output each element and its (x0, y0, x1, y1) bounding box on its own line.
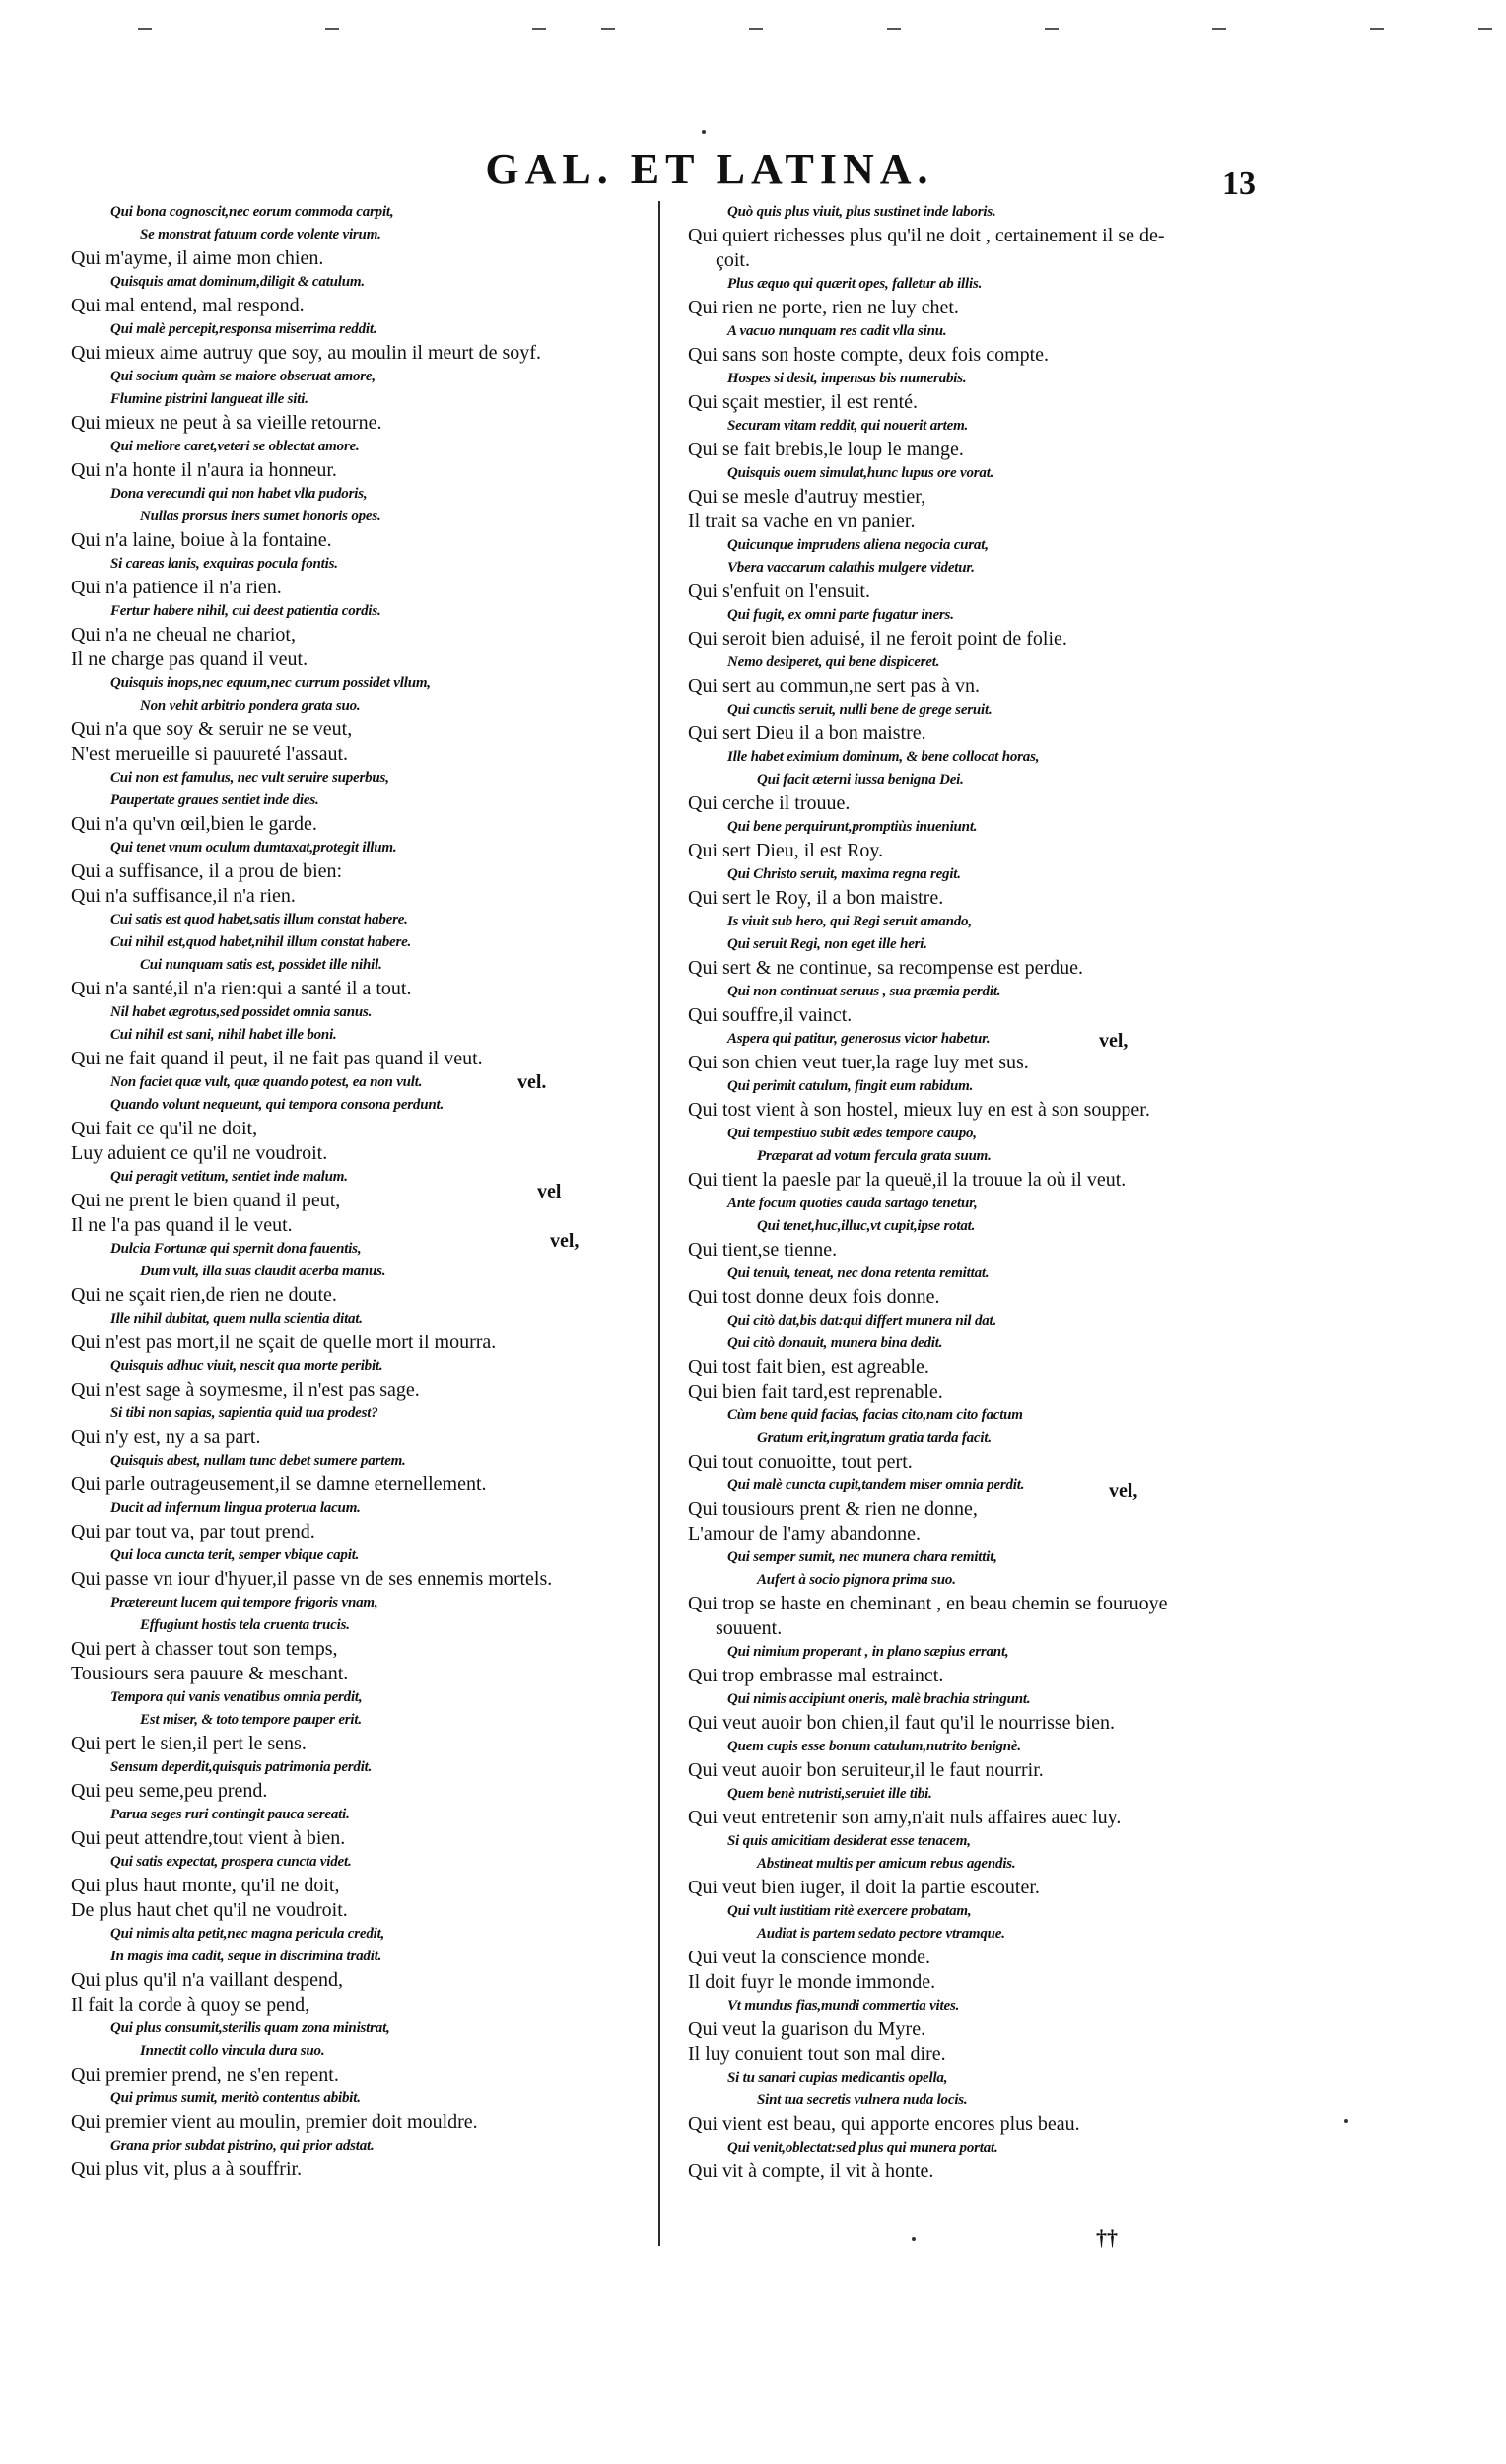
french-proverb-line: Qui tost vient à son hostel, mieux luy en est à son soupper. (688, 1099, 1150, 1121)
latin-translation-line: Aspera qui patitur, generosus victor habetur. (727, 1031, 991, 1047)
french-proverb-line: Qui quiert richesses plus qu'il ne doit , certainement il se de- (688, 225, 1165, 246)
latin-translation-line: Cui satis est quod habet,satis illum constat habere. (110, 912, 408, 927)
latin-translation-line: Nullas prorsus iners sumet honoris opes. (140, 509, 381, 524)
french-proverb-line: Qui n'a que soy & seruir ne se veut, (71, 719, 353, 740)
latin-translation-line: Qui malè percepit,responsa miserrima reddit. (110, 321, 377, 337)
french-proverb-line: Qui trop se haste en cheminant , en beau chemin se fouruoye (688, 1593, 1168, 1614)
french-proverb-line: Qui peu seme,peu prend. (71, 1780, 268, 1802)
french-proverb-line: Qui plus qu'il n'a vaillant despend, (71, 1969, 344, 1991)
latin-translation-line: Præparat ad votum fercula grata suum. (757, 1148, 992, 1164)
latin-translation-line: Sint tua secretis vulnera nuda locis. (757, 2092, 968, 2108)
latin-translation-line: Si tu sanari cupias medicantis opella, (727, 2070, 948, 2086)
french-proverb-line: Qui mieux aime autruy que soy, au moulin il meurt de soyf. (71, 342, 541, 364)
margin-note-vel: vel. (517, 1071, 547, 1093)
french-proverb-line: Qui premier vient au moulin, premier doit mouldre. (71, 2111, 478, 2133)
latin-translation-line: Prætereunt lucem qui tempore frigoris vnam, (110, 1595, 378, 1610)
french-proverb-line: N'est merueille si pauureté l'assaut. (71, 743, 349, 765)
latin-translation-line: Qui loca cuncta terit, semper vbique capit. (110, 1547, 360, 1563)
latin-translation-line: Est miser, & toto tempore pauper erit. (140, 1712, 362, 1728)
latin-translation-line: Is viuit sub hero, qui Regi seruit amando, (727, 914, 972, 929)
latin-translation-line: Ille habet eximium dominum, & bene collocat horas, (727, 749, 1040, 765)
latin-translation-line: Securam vitam reddit, qui nouerit artem. (727, 418, 969, 434)
latin-translation-line: Quicunque imprudens aliena negocia curat, (727, 537, 989, 553)
french-proverb-line: Qui veut la guarison du Myre. (688, 2019, 926, 2040)
french-proverb-line: Qui n'a patience il n'a rien. (71, 577, 282, 598)
french-proverb-line: Qui tient,se tienne. (688, 1239, 838, 1261)
latin-translation-line: Si quis amicitiam desiderat esse tenacem, (727, 1833, 971, 1849)
latin-translation-line: Innectit collo vincula dura suo. (140, 2043, 325, 2059)
french-proverb-line: Qui cerche il trouue. (688, 792, 851, 814)
french-proverb-line: Qui sert Dieu il a bon maistre. (688, 722, 926, 744)
latin-translation-line: Qui primus sumit, meritò contentus abibit. (110, 2090, 361, 2106)
french-proverb-line: Qui peut attendre,tout vient à bien. (71, 1827, 346, 1849)
latin-translation-line: Dulcia Fortunæ qui spernit dona fauentis, (110, 1241, 362, 1257)
french-proverb-line: çoit. (716, 249, 750, 271)
french-proverb-line: Il luy conuient tout son mal dire. (688, 2043, 946, 2065)
french-proverb-line: Qui sert & ne continue, sa recompense est perdue. (688, 957, 1083, 979)
french-proverb-line: Qui m'ayme, il aime mon chien. (71, 247, 324, 269)
latin-translation-line: Cùm bene quid facias, facias cito,nam cito factum (727, 1407, 1023, 1423)
french-proverb-line: Qui mieux ne peut à sa vieille retourne. (71, 412, 382, 434)
latin-translation-line: Quem cupis esse bonum catulum,nutrito benignè. (727, 1739, 1021, 1754)
latin-translation-line: Qui satis expectat, prospera cuncta videt. (110, 1854, 352, 1870)
latin-translation-line: Qui semper sumit, nec munera chara remittit, (727, 1549, 997, 1565)
latin-translation-line: Qui tenet vnum oculum dumtaxat,protegit illum. (110, 840, 397, 856)
french-proverb-line: Qui ne fait quand il peut, il ne fait pas quand il veut. (71, 1048, 483, 1069)
margin-note-vel: vel, (1109, 1480, 1138, 1502)
latin-translation-line: Cui non est famulus, nec vult seruire superbus, (110, 770, 389, 786)
latin-translation-line: Audiat is partem sedato pectore vtramque. (757, 1926, 1005, 1942)
french-proverb-line: Qui n'a suffisance,il n'a rien. (71, 885, 296, 907)
french-proverb-line: Il trait sa vache en vn panier. (688, 511, 916, 532)
latin-translation-line: Quisquis inops,nec equum,nec currum possidet vllum, (110, 675, 431, 691)
french-proverb-line: Qui sçait mestier, il est renté. (688, 391, 919, 413)
latin-translation-line: Qui non continuat seruus , sua præmia perdit. (727, 984, 1001, 999)
french-proverb-line: Qui premier prend, ne s'en repent. (71, 2064, 339, 2086)
french-proverb-line: Qui tost fait bien, est agreable. (688, 1356, 929, 1378)
running-head: GAL. ET LATINA. (485, 145, 934, 193)
french-proverb-line: Qui rien ne porte, rien ne luy chet. (688, 297, 959, 318)
latin-translation-line: Quisquis abest, nullam tunc debet sumere partem. (110, 1453, 406, 1469)
french-proverb-line: Qui plus vit, plus a à souffrir. (71, 2158, 303, 2180)
latin-translation-line: Sensum deperdit,quisquis patrimonia perdit. (110, 1759, 373, 1775)
french-proverb-line: Qui trop embrasse mal estrainct. (688, 1665, 944, 1686)
latin-translation-line: Ante focum quoties cauda sartago tenetur, (727, 1196, 978, 1211)
french-proverb-line: Qui n'y est, ny a sa part. (71, 1426, 261, 1448)
french-proverb-line: Tousiours sera pauure & meschant. (71, 1663, 349, 1684)
french-proverb-line: Qui n'a ne cheual ne chariot, (71, 624, 296, 646)
latin-translation-line: Qui malè cuncta cupit,tandem miser omnia perdit. (727, 1477, 1025, 1493)
latin-translation-line: A vacuo nunquam res cadit vlla sinu. (727, 323, 947, 339)
latin-translation-line: Abstineat multis per amicum rebus agendis. (757, 1856, 1016, 1872)
signature-mark: †† (1096, 2225, 1118, 2250)
latin-translation-line: Qui tenet,huc,illuc,vt cupit,ipse rotat. (757, 1218, 976, 1234)
top-edge-marks (0, 28, 1506, 37)
french-proverb-line: Qui n'a qu'vn œil,bien le garde. (71, 813, 317, 835)
french-proverb-line: Il fait la corde à quoy se pend, (71, 1994, 310, 2016)
latin-translation-line: Nil habet ægrotus,sed possidet omnia sanus. (110, 1004, 373, 1020)
margin-note-vel: vel, (550, 1230, 580, 1252)
french-proverb-line: Qui mal entend, mal respond. (71, 295, 305, 316)
latin-translation-line: Qui nimium properant , in plano sæpius errant, (727, 1644, 1009, 1660)
french-proverb-line: Qui seroit bien aduisé, il ne feroit point de folie. (688, 628, 1067, 650)
french-proverb-line: Qui plus haut monte, qu'il ne doit, (71, 1875, 340, 1896)
french-proverb-line: Qui tousiours prent & rien ne donne, (688, 1498, 978, 1520)
latin-translation-line: Plus æquo qui quærit opes, falletur ab illis. (727, 276, 983, 292)
french-proverb-line: Qui sert Dieu, il est Roy. (688, 840, 884, 861)
french-proverb-line: Qui n'est pas mort,il ne sçait de quelle mort il mourra. (71, 1332, 497, 1353)
french-proverb-line: Qui vit à compte, il vit à honte. (688, 2160, 934, 2182)
latin-translation-line: Non faciet quæ vult, quæ quando potest, ea non vult. (110, 1074, 423, 1090)
latin-translation-line: Qui plus consumit,sterilis quam zona ministrat, (110, 2020, 390, 2036)
french-proverb-line: Qui veut la conscience monde. (688, 1947, 931, 1968)
french-proverb-line: Il ne l'a pas quand il le veut. (71, 1214, 293, 1236)
latin-translation-line: Paupertate graues sentiet inde dies. (110, 792, 319, 808)
ink-speck (702, 130, 706, 134)
french-proverb-line: Qui souffre,il vainct. (688, 1004, 853, 1026)
french-proverb-line: Qui parle outrageusement,il se damne eternellement. (71, 1473, 487, 1495)
latin-translation-line: Qui peragit vetitum, sentiet inde malum. (110, 1169, 348, 1185)
french-proverb-line: Qui pert le sien,il pert le sens. (71, 1733, 307, 1754)
latin-translation-line: Qui bona cognoscit,nec eorum commoda carpit, (110, 204, 394, 220)
french-proverb-line: Qui son chien veut tuer,la rage luy met sus. (688, 1052, 1029, 1073)
french-proverb-line: Qui se fait brebis,le loup le mange. (688, 439, 964, 460)
french-proverb-line: Qui ne sçait rien,de rien ne doute. (71, 1284, 337, 1306)
latin-translation-line: Quisquis amat dominum,diligit & catulum. (110, 274, 365, 290)
french-proverb-line: Il ne charge pas quand il veut. (71, 649, 308, 670)
latin-translation-line: Quando volunt nequeunt, qui tempora consona perdunt. (110, 1097, 445, 1113)
latin-translation-line: Qui nimis alta petit,nec magna pericula credit, (110, 1926, 385, 1942)
latin-translation-line: Quisquis adhuc viuit, nescit qua morte peribit. (110, 1358, 383, 1374)
right-column (688, 201, 1299, 2184)
latin-translation-line: Fertur habere nihil, cui deest patientia cordis. (110, 603, 381, 619)
latin-translation-line: Qui nimis accipiunt oneris, malè brachia stringunt. (727, 1691, 1031, 1707)
latin-translation-line: Vbera vaccarum calathis mulgere videtur. (727, 560, 975, 576)
french-proverb-line: Qui veut bien iuger, il doit la partie escouter. (688, 1877, 1040, 1898)
latin-translation-line: Quem benè nutristi,seruiet ille tibi. (727, 1786, 932, 1802)
french-proverb-line: Qui vient est beau, qui apporte encores plus beau. (688, 2113, 1080, 2135)
latin-translation-line: Qui socium quàm se maiore obseruat amore, (110, 369, 376, 384)
french-proverb-line: Qui veut auoir bon seruiteur,il le faut nourrir. (688, 1759, 1044, 1781)
latin-translation-line: Qui bene perquirunt,promptiùs inueniunt. (727, 819, 978, 835)
latin-translation-line: Ille nihil dubitat, quem nulla scientia ditat. (110, 1311, 363, 1327)
french-proverb-line: Il doit fuyr le monde immonde. (688, 1971, 936, 1993)
latin-translation-line: Cui nunquam satis est, possidet ille nihil. (140, 957, 382, 973)
latin-translation-line: Qui perimit catulum, fingit eum rabidum. (727, 1078, 974, 1094)
french-proverb-line: Qui par tout va, par tout prend. (71, 1521, 315, 1542)
french-proverb-line: De plus haut chet qu'il ne voudroit. (71, 1899, 348, 1921)
latin-translation-line: Dona verecundi qui non habet vlla pudoris, (110, 486, 368, 502)
latin-translation-line: Flumine pistrini langueat ille siti. (110, 391, 308, 407)
latin-translation-line: Non vehit arbitrio pondera grata suo. (140, 698, 361, 714)
left-column (71, 201, 662, 2182)
french-proverb-line: Qui n'a laine, boiue à la fontaine. (71, 529, 332, 551)
ink-speck (912, 2237, 916, 2241)
latin-translation-line: Qui cunctis seruit, nulli bene de grege seruit. (727, 702, 993, 718)
latin-translation-line: Qui facit æterni iussa benigna Dei. (757, 772, 964, 787)
french-proverb-line: Qui a suffisance, il a prou de bien: (71, 860, 343, 882)
latin-translation-line: Qui tempestiuo subit ædes tempore caupo, (727, 1126, 977, 1141)
french-proverb-line: souuent. (716, 1617, 783, 1639)
latin-translation-line: Aufert à socio pignora prima suo. (757, 1572, 956, 1588)
column-divider (658, 201, 660, 2246)
french-proverb-line: Qui sans son hoste compte, deux fois compte. (688, 344, 1050, 366)
latin-translation-line: Ducit ad infernum lingua proterua lacum. (110, 1500, 361, 1516)
latin-translation-line: Grana prior subdat pistrino, qui prior adstat. (110, 2138, 375, 2154)
margin-note-vel: vel, (1099, 1030, 1129, 1052)
french-proverb-line: Qui passe vn iour d'hyuer,il passe vn de ses ennemis mortels. (71, 1568, 553, 1590)
french-proverb-line: Qui sert le Roy, il a bon maistre. (688, 887, 944, 909)
latin-translation-line: Gratum erit,ingratum gratia tarda facit. (757, 1430, 992, 1446)
french-proverb-line: Qui ne prent le bien quand il peut, (71, 1190, 341, 1211)
latin-translation-line: Se monstrat fatuum corde volente virum. (140, 227, 381, 242)
french-proverb-line: Qui tost donne deux fois donne. (688, 1286, 940, 1308)
french-proverb-line: Qui s'enfuit on l'ensuit. (688, 581, 870, 602)
latin-translation-line: Tempora qui vanis venatibus omnia perdit, (110, 1689, 363, 1705)
french-proverb-line: Qui sert au commun,ne sert pas à vn. (688, 675, 981, 697)
french-proverb-line: Qui n'a honte il n'aura ia honneur. (71, 459, 337, 481)
french-proverb-line: Qui tient la paesle par la queuë,il la trouue la où il veut. (688, 1169, 1127, 1191)
french-proverb-line: L'amour de l'amy abandonne. (688, 1523, 922, 1544)
latin-translation-line: Effugiunt hostis tela cruenta trucis. (140, 1617, 350, 1633)
latin-translation-line: Qui fugit, ex omni parte fugatur iners. (727, 607, 954, 623)
page-number: 13 (1222, 166, 1256, 202)
french-proverb-line: Qui n'a santé,il n'a rien:qui a santé il a tout. (71, 978, 412, 999)
french-proverb-line: Qui veut entretenir son amy,n'ait nuls affaires auec luy. (688, 1807, 1122, 1828)
latin-translation-line: Parua seges ruri contingit pauca sereati. (110, 1807, 350, 1822)
latin-translation-line: Qui meliore caret,veteri se oblectat amore. (110, 439, 360, 454)
latin-translation-line: Qui citò dat,bis dat:qui differt munera nil dat. (727, 1313, 997, 1329)
french-proverb-line: Qui n'est sage à soymesme, il n'est pas sage. (71, 1379, 420, 1401)
latin-translation-line: Vt mundus fias,mundi commertia vites. (727, 1998, 960, 2014)
latin-translation-line: Hospes si desit, impensas bis numerabis. (727, 371, 967, 386)
latin-translation-line: Qui Christo seruit, maxima regna regit. (727, 866, 961, 882)
french-proverb-line: Qui tout conuoitte, tout pert. (688, 1451, 913, 1472)
french-proverb-line: Qui se mesle d'autruy mestier, (688, 486, 926, 508)
french-proverb-line: Luy aduient ce qu'il ne voudroit. (71, 1142, 328, 1164)
latin-translation-line: Si careas lanis, exquiras pocula fontis. (110, 556, 338, 572)
latin-translation-line: Quisquis ouem simulat,hunc lupus ore vorat. (727, 465, 994, 481)
latin-translation-line: Qui seruit Regi, non eget ille heri. (727, 936, 927, 952)
margin-note-vel: vel (537, 1181, 562, 1202)
latin-translation-line: Nemo desiperet, qui bene dispiceret. (727, 654, 940, 670)
french-proverb-line: Qui pert à chasser tout son temps, (71, 1638, 338, 1660)
french-proverb-line: Qui bien fait tard,est reprenable. (688, 1381, 943, 1403)
latin-translation-line: Qui vult iustitiam ritè exercere probatam, (727, 1903, 972, 1919)
latin-translation-line: In magis ima cadit, seque in discrimina tradit. (110, 1949, 382, 1964)
latin-translation-line: Qui citò donauit, munera bina dedit. (727, 1335, 943, 1351)
latin-translation-line: Qui venit,oblectat:sed plus qui munera portat. (727, 2140, 998, 2156)
ink-speck (1344, 2119, 1348, 2123)
latin-translation-line: Si tibi non sapias, sapientia quid tua prodest? (110, 1405, 378, 1421)
latin-translation-line: Cui nihil est sani, nihil habet ille boni. (110, 1027, 337, 1043)
french-proverb-line: Qui veut auoir bon chien,il faut qu'il le nourrisse bien. (688, 1712, 1115, 1734)
latin-translation-line: Qui tenuit, teneat, nec dona retenta remittat. (727, 1266, 990, 1281)
latin-translation-line: Quò quis plus viuit, plus sustinet inde laboris. (727, 204, 996, 220)
latin-translation-line: Cui nihil est,quod habet,nihil illum constat habere. (110, 934, 412, 950)
french-proverb-line: Qui fait ce qu'il ne doit, (71, 1118, 258, 1139)
latin-translation-line: Dum vult, illa suas claudit acerba manus. (140, 1264, 386, 1279)
